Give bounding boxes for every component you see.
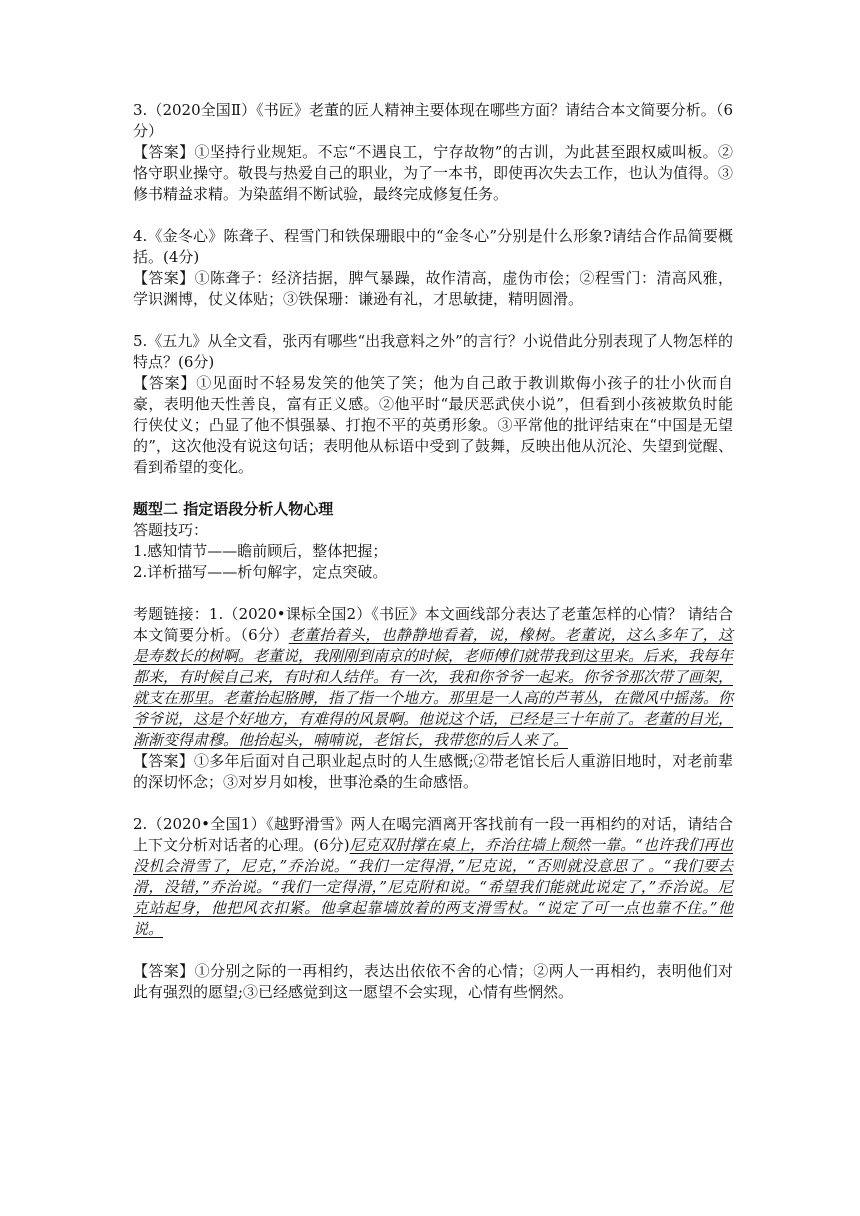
answer-tag: 【答案】 xyxy=(133,374,197,392)
answer-text: ①陈聋子：经济拮据，脾气暴躁，故作清高，虚伪市侩；②程雪门：清高风雅，学识渊博，仗义体贴；③铁保珊：谦逊有礼，才思敏捷，精明圆滑。 xyxy=(133,269,733,308)
tip-1: 1.感知情节——瞻前顾后，整体把握； xyxy=(133,542,388,560)
question-3-answer xyxy=(133,142,733,205)
tips-label: 答题技巧： xyxy=(133,521,209,539)
answer-tag: 【答案】 xyxy=(133,143,195,161)
document-page xyxy=(133,100,733,1003)
answer-tag: 【答案】 xyxy=(133,269,195,287)
link-1-question: 考题链接：1.（2020•课标全国2）《书匠》本文画线部分表达了老董怎样的心情？ 请结合本文简要分析。（6分） xyxy=(133,605,733,644)
answer-tag: 【答案】 xyxy=(133,962,195,980)
link-2-underlined-passage: 尼克双肘撑在桌上，乔治往墙上颓然一靠。“也许我们再也没机会滑雪了，尼克，”乔治说。“我们一定得滑，”尼克说，“否则就没意思了 。“我们要去滑，没错，”乔治说。“我们一定得滑，”尼克附和说。“希望我们能就此说定了，”乔治说。尼克站起身，他把风衣扣紧。他拿起靠墙放着的两支滑雪杖。“说定了可一点也靠不住。”他说。 xyxy=(133,836,734,938)
answer-text: ①见面时不轻易发笑的他笑了笑；他为自己敢于教训欺侮小孩子的壮小伙而自豪，表明他天性善良，富有正义感。②他平时“最厌恶武侠小说”，但看到小孩被欺负时能行侠仗义；凸显了他不惧强暴、打抱不平的英勇形象。③平常他的批评结束在“中国是无望的”，这次他没有说这句话；表明他从标语中受到了鼓舞，反映出他从沉沦、失望到觉醒、看到希望的变化。 xyxy=(133,374,733,476)
question-3-block xyxy=(133,100,733,205)
answer-text: ①多年后面对自己职业起点时的人生感慨;②带老馆长后人重游旧地时，对老前辈的深切怀念；③对岁月如梭，世事沧桑的生命感悟。 xyxy=(133,752,733,791)
section-2-block xyxy=(133,499,733,583)
link-1-answer xyxy=(133,751,733,793)
section-heading: 题型二 指定语段分析人物心理 xyxy=(133,500,334,518)
answer-text: ①分别之际的一再相约，表达出依依不舍的心情；②两人一再相约，表明他们对此有强烈的愿望;③已经感觉到这一愿望不会实现，心情有些惘然。 xyxy=(133,962,733,1001)
link-1-block xyxy=(133,604,733,793)
answer-tag: 【答案】 xyxy=(133,752,195,770)
link-1-underlined-passage: 老董抬着头，也静静地看着，说，橡树。老董说，这么多年了，这是寿数长的树啊。老董说，我刚刚到南京的时候，老师傅们就带我到这里来。后来，我每年都来，有时候自己来，有时和人结伴。有一次，我和你爷爷一起来。你爷爷那次带了画架，就支在那里。老董抬起胳膊，指了指一个地方。那里是一人高的芦苇丛，在微风中摇荡。你爷爷说，这是个好地方，有难得的风景啊。他说这个话，已经是三十年前了。老董的目光，渐渐变得肃穆。他抬起头，喃喃说，老馆长，我带您的后人来了。 xyxy=(133,626,734,749)
question-4-text: 4.《金冬心》陈聋子、程雪门和铁保珊眼中的“金冬心”分别是什么形象?请结合作品简要概括。(4分) xyxy=(133,227,733,266)
question-5-text: 5.《五九》从全文看，张丙有哪些“出我意料之外”的言行？小说借此分别表现了人物怎样的特点？(6分) xyxy=(133,332,733,371)
link-2-answer xyxy=(133,961,733,1003)
link-2-text xyxy=(133,814,733,940)
tip-2: 2.详析描写——析句解字，定点突破。 xyxy=(133,563,388,581)
question-4-answer xyxy=(133,268,733,310)
question-5-answer xyxy=(133,373,733,478)
link-2-question: 2.（2020•全国1）《越野滑雪》两人在喝完酒离开客找前有一段一再相约的对话，请结合上下文分析对话者的心理。(6分) xyxy=(133,815,733,854)
answer-text: ①坚持行业规矩。不忘“不遇良工，宁存故物”的古训，为此甚至跟权威叫板。②恪守职业操守。敬畏与热爱自己的职业，为了一本书，即使再次失去工作，也认为值得。③修书精益求精。为染蓝绢不断试验，最终完成修复任务。 xyxy=(133,143,734,203)
link-1-text xyxy=(133,604,733,751)
question-3-text: 3.（2020全国Ⅱ）《书匠》老董的匠人精神主要体现在哪些方面？请结合本文简要分析。（6分） xyxy=(133,101,733,140)
link-2-answer-block xyxy=(133,961,733,1003)
question-4-block xyxy=(133,226,733,310)
link-2-block xyxy=(133,814,733,940)
question-5-block xyxy=(133,331,733,478)
